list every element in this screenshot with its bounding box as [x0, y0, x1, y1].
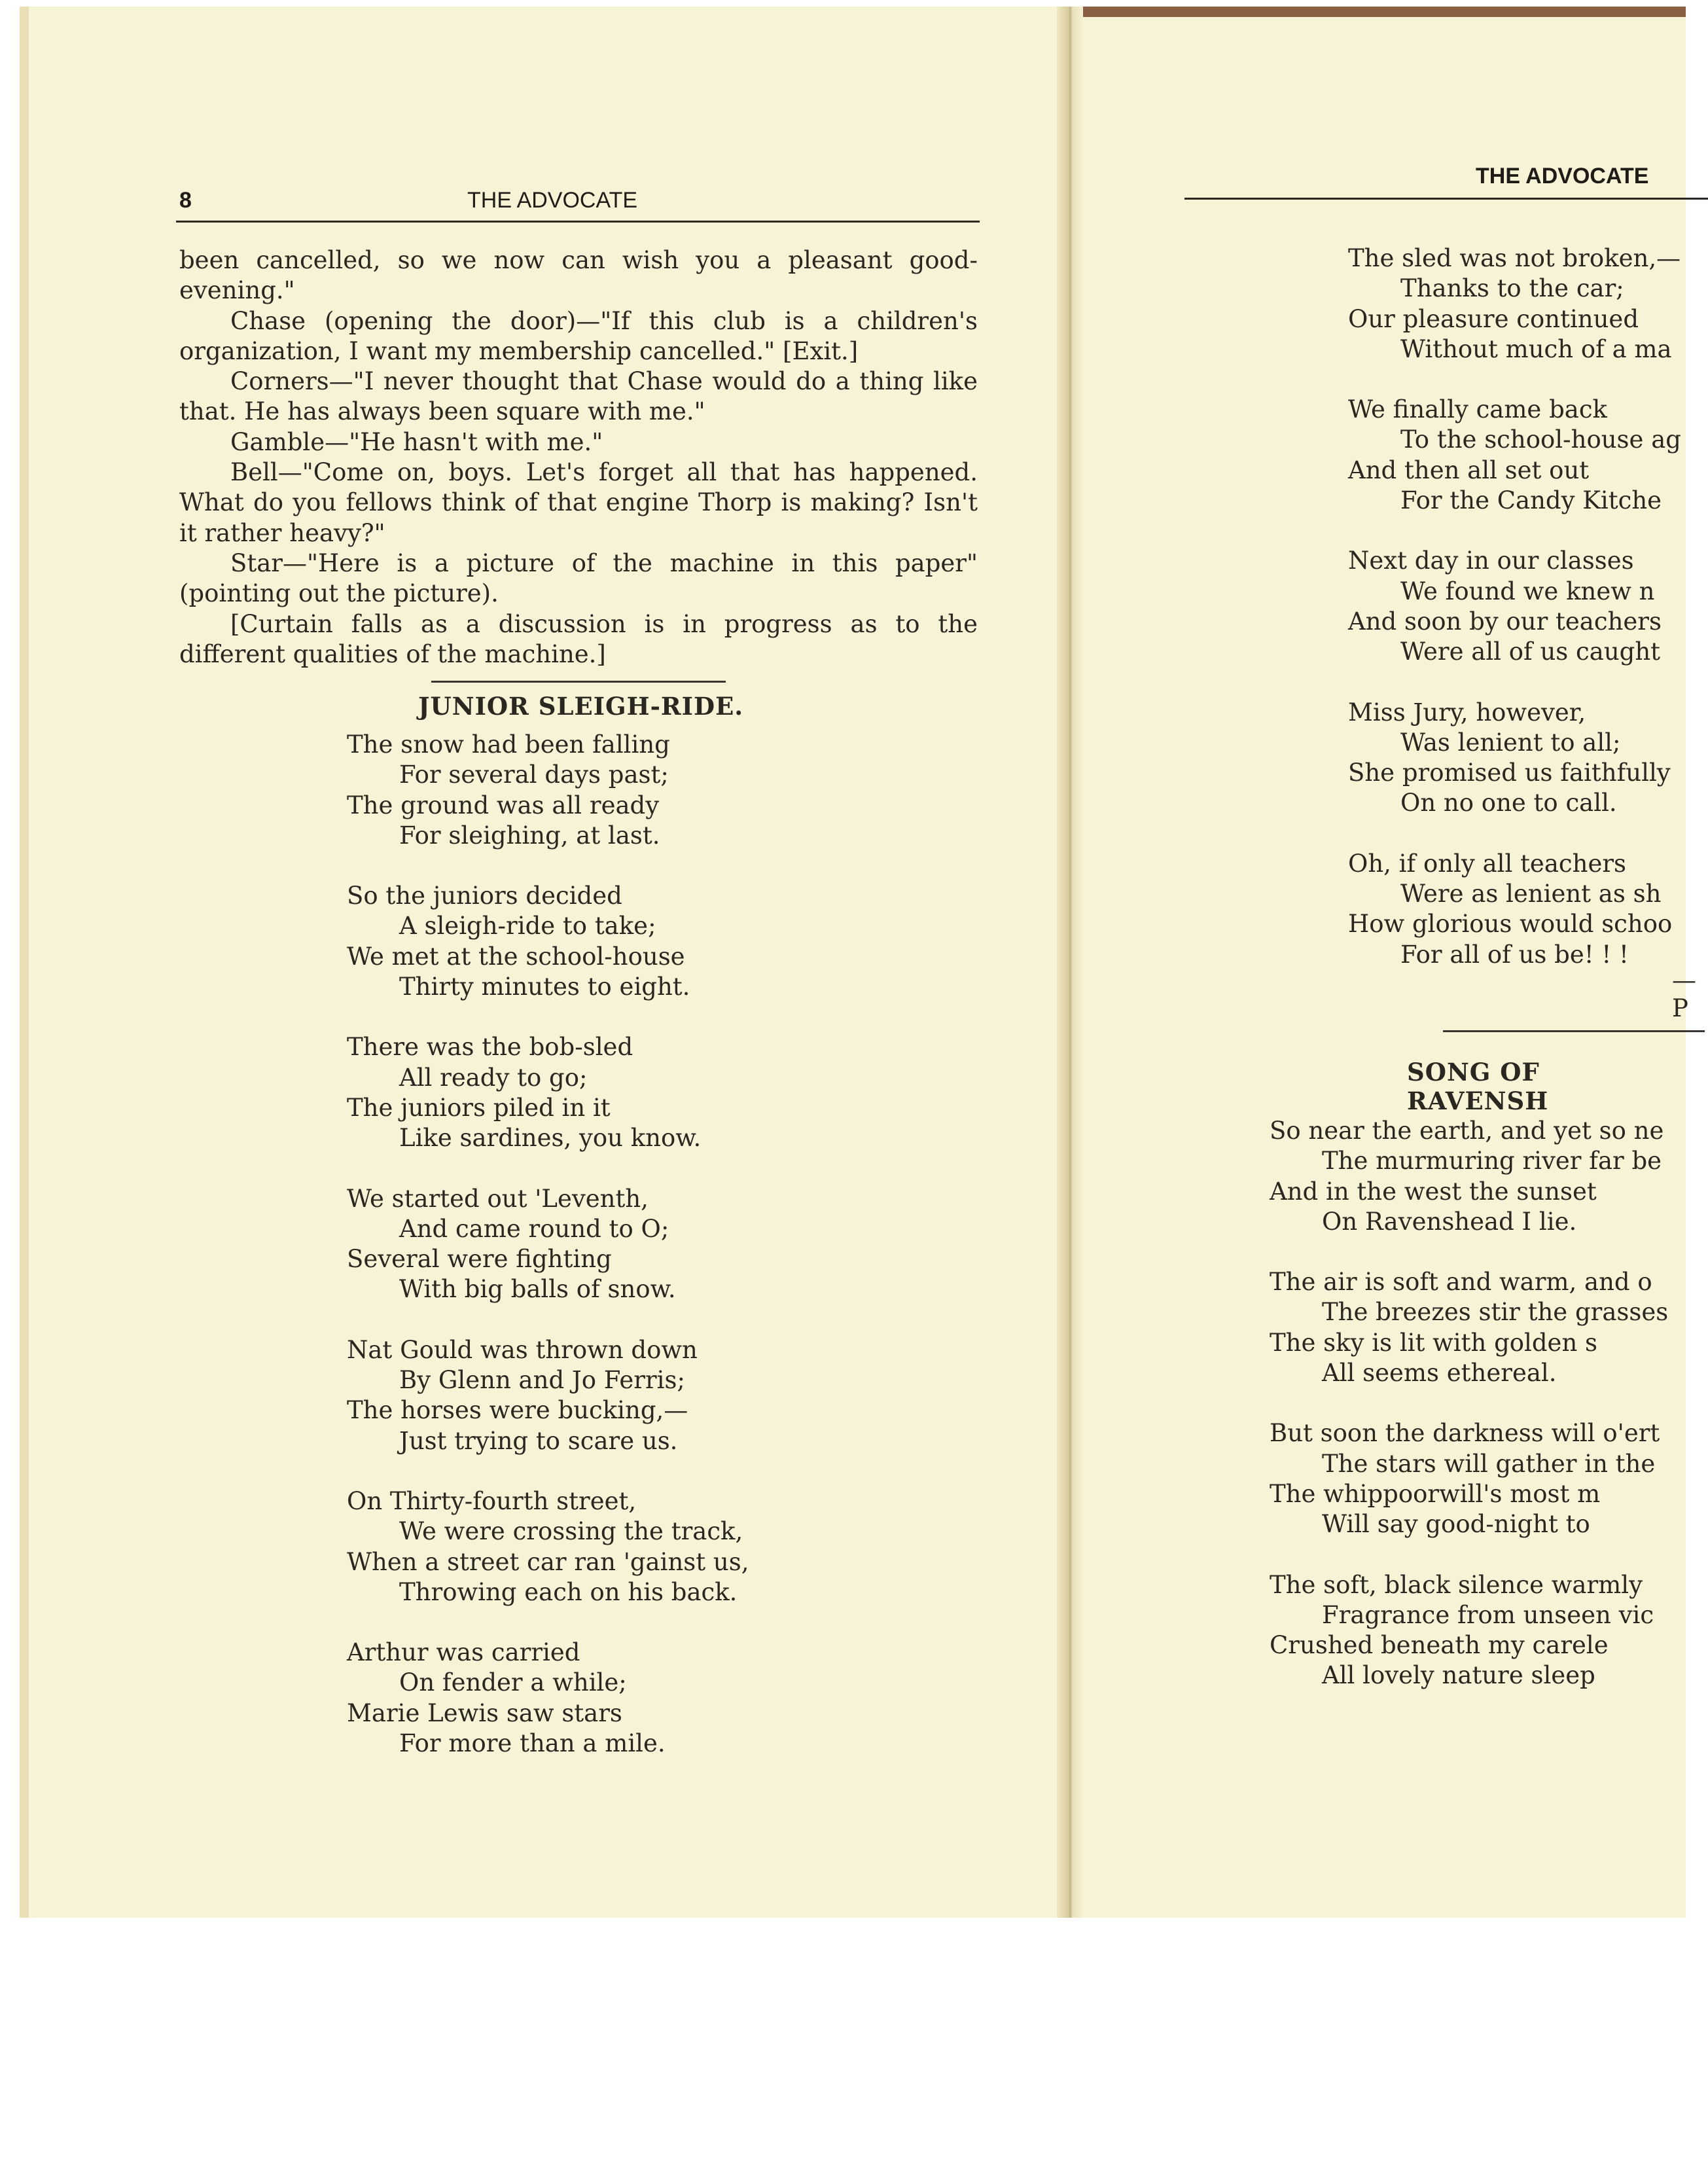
poem-line: She promised us faithfully	[1348, 759, 1671, 787]
poem-line: Several were fighting	[347, 1245, 612, 1274]
prose-paragraph: Corners—"I never thought that Chase would do a thing like that. He has always been square with me."	[179, 367, 978, 426]
poem-line: Thanks to the car;	[1400, 274, 1624, 303]
poem-stanza	[1348, 395, 1681, 516]
section-rule	[431, 681, 726, 683]
section-rule-right	[1443, 1030, 1705, 1032]
poem-line: Arthur was carried	[347, 1638, 580, 1667]
poem-line: Without much of a ma	[1400, 334, 1672, 363]
poem-line: Nat Gould was thrown down	[347, 1335, 698, 1364]
poem-line: For the Candy Kitche	[1400, 486, 1662, 515]
poem-stanza	[1348, 698, 1681, 819]
book-spread	[20, 7, 1696, 1918]
poem-line: We found we knew n	[1400, 577, 1655, 605]
poem-line: So near the earth, and yet so ne	[1270, 1117, 1664, 1145]
poem-stanza	[347, 730, 749, 851]
header-rule-left	[176, 221, 980, 223]
poem-line: So the juniors decided	[347, 882, 622, 910]
poem-line: By Glenn and Jo Ferris;	[399, 1366, 685, 1395]
poem-line: On Ravenshead I lie.	[1322, 1207, 1577, 1236]
poem-line: We started out 'Leventh,	[347, 1184, 649, 1213]
poem-stanza	[1270, 1570, 1668, 1691]
poem-line: On fender a while;	[399, 1668, 627, 1697]
poem-title: JUNIOR SLEIGH-RIDE.	[418, 692, 744, 721]
poem-stanza	[1270, 1267, 1668, 1388]
poem-line: Next day in our classes	[1348, 547, 1634, 575]
poem-line: The juniors piled in it	[347, 1093, 611, 1122]
prose-paragraph: been cancelled, so we now can wish you a pleasant good-evening."	[179, 246, 978, 305]
poem-line: Oh, if only all teachers	[1348, 849, 1627, 878]
poem-line: All lovely nature sleep	[1322, 1661, 1595, 1690]
poem-line: The sky is lit with golden s	[1270, 1328, 1598, 1357]
poem-song-of-ravenshead	[1270, 1116, 1668, 1721]
poem-line: The breezes stir the grasses	[1322, 1298, 1669, 1327]
poem-line: Fragrance from unseen vic	[1322, 1600, 1654, 1629]
prose-paragraph: Chase (opening the door)—"If this club is a children's organization, I want my membership cancelled." [Exit.]	[179, 306, 978, 365]
poem-line: Marie Lewis saw stars	[347, 1698, 622, 1727]
poem-line: Crushed beneath my carele	[1270, 1631, 1609, 1660]
poem-line: Throwing each on his back.	[399, 1577, 738, 1606]
poem-stanza	[1270, 1116, 1668, 1237]
signature: —P	[1672, 966, 1696, 1022]
poem-line: The horses were bucking,—	[347, 1396, 688, 1425]
poem-line: The soft, black silence warmly	[1270, 1570, 1643, 1599]
poem-line: There was the bob-sled	[347, 1033, 633, 1062]
poem-line: Just trying to scare us.	[399, 1426, 678, 1455]
poem-line: The sled was not broken,—	[1348, 244, 1681, 272]
right-page	[1073, 7, 1696, 1918]
running-head-right: THE ADVOCATE	[1476, 164, 1649, 189]
poem-stanza	[347, 881, 749, 1002]
poem-line: On no one to call.	[1400, 789, 1617, 817]
poem-stanza	[347, 1032, 749, 1153]
poem-line: A sleigh-ride to take;	[399, 912, 656, 941]
poem-line: Like sardines, you know.	[399, 1124, 702, 1153]
poem-line: But soon the darkness will o'ert	[1270, 1419, 1660, 1448]
poem-line: The snow had been falling	[347, 730, 670, 759]
poem-line: We were crossing the track,	[399, 1517, 743, 1546]
prose-paragraph: [Curtain falls as a discussion is in progress as to the different qualities of the machine.]	[179, 609, 978, 668]
poem-stanza	[1348, 546, 1681, 667]
poem-line: Was lenient to all;	[1400, 728, 1621, 757]
poem-line: For more than a mile.	[399, 1729, 666, 1758]
poem-line: We met at the school-house	[347, 942, 685, 971]
poem-stanza	[347, 1184, 749, 1305]
poem-line: Our pleasure continued	[1348, 304, 1639, 333]
poem-line: For several days past;	[399, 761, 669, 789]
poem-line: The air is soft and warm, and o	[1270, 1268, 1652, 1297]
header-rule-right	[1184, 198, 1708, 200]
poem-line: All ready to go;	[399, 1063, 588, 1092]
poem-continued	[1348, 243, 1681, 1000]
poem-line: And in the west the sunset	[1270, 1177, 1597, 1206]
poem-stanza	[347, 1638, 749, 1759]
prose-paragraph: Gamble—"He hasn't with me."	[230, 427, 603, 456]
poem-stanza	[1348, 849, 1681, 970]
poem-line: Will say good-night to	[1322, 1510, 1590, 1539]
poem-line: And came round to O;	[399, 1214, 669, 1243]
poem-line: When a street car ran 'gainst us,	[347, 1547, 749, 1576]
left-page	[20, 7, 1067, 1918]
poem-line: The ground was all ready	[347, 791, 660, 819]
play-prose	[179, 245, 978, 670]
poem-line: Were as lenient as sh	[1400, 880, 1662, 908]
poem-stanza	[347, 1335, 749, 1456]
poem-line: The murmuring river far be	[1322, 1147, 1662, 1176]
poem-line: The stars will gather in the	[1322, 1449, 1656, 1478]
poem-line: The whippoorwill's most m	[1270, 1479, 1601, 1508]
poem-title-right: SONG OF RAVENSH	[1407, 1058, 1549, 1115]
prose-paragraph: Bell—"Come on, boys. Let's forget all that has happened. What do you fellows think of that engine Thorp is making? Isn't it rather heavy?"	[179, 458, 978, 547]
running-head-left: THE ADVOCATE	[467, 188, 638, 213]
poem-line: For sleighing, at last.	[399, 821, 660, 850]
poem-line: And soon by our teachers	[1348, 607, 1662, 636]
prose-paragraph: Star—"Here is a picture of the machine in this paper" (pointing out the picture).	[179, 548, 978, 608]
poem-line: On Thirty-fourth street,	[347, 1486, 637, 1515]
poem-junior-sleigh-ride	[347, 730, 749, 1789]
poem-line: Thirty minutes to eight.	[399, 973, 690, 1001]
poem-line: All seems ethereal.	[1322, 1359, 1557, 1388]
poem-line: For all of us be! ! !	[1400, 940, 1629, 969]
poem-line: Were all of us caught	[1400, 638, 1661, 666]
poem-line: We finally came back	[1348, 395, 1607, 424]
poem-stanza	[347, 1486, 749, 1607]
poem-line: How glorious would schoo	[1348, 910, 1673, 939]
poem-line: Miss Jury, however,	[1348, 698, 1586, 727]
poem-stanza	[1348, 243, 1681, 365]
poem-stanza	[1270, 1418, 1668, 1539]
page-number: 8	[179, 188, 192, 213]
poem-line: To the school-house ag	[1400, 425, 1681, 454]
poem-line: And then all set out	[1348, 456, 1590, 484]
poem-line: With big balls of snow.	[399, 1275, 676, 1304]
